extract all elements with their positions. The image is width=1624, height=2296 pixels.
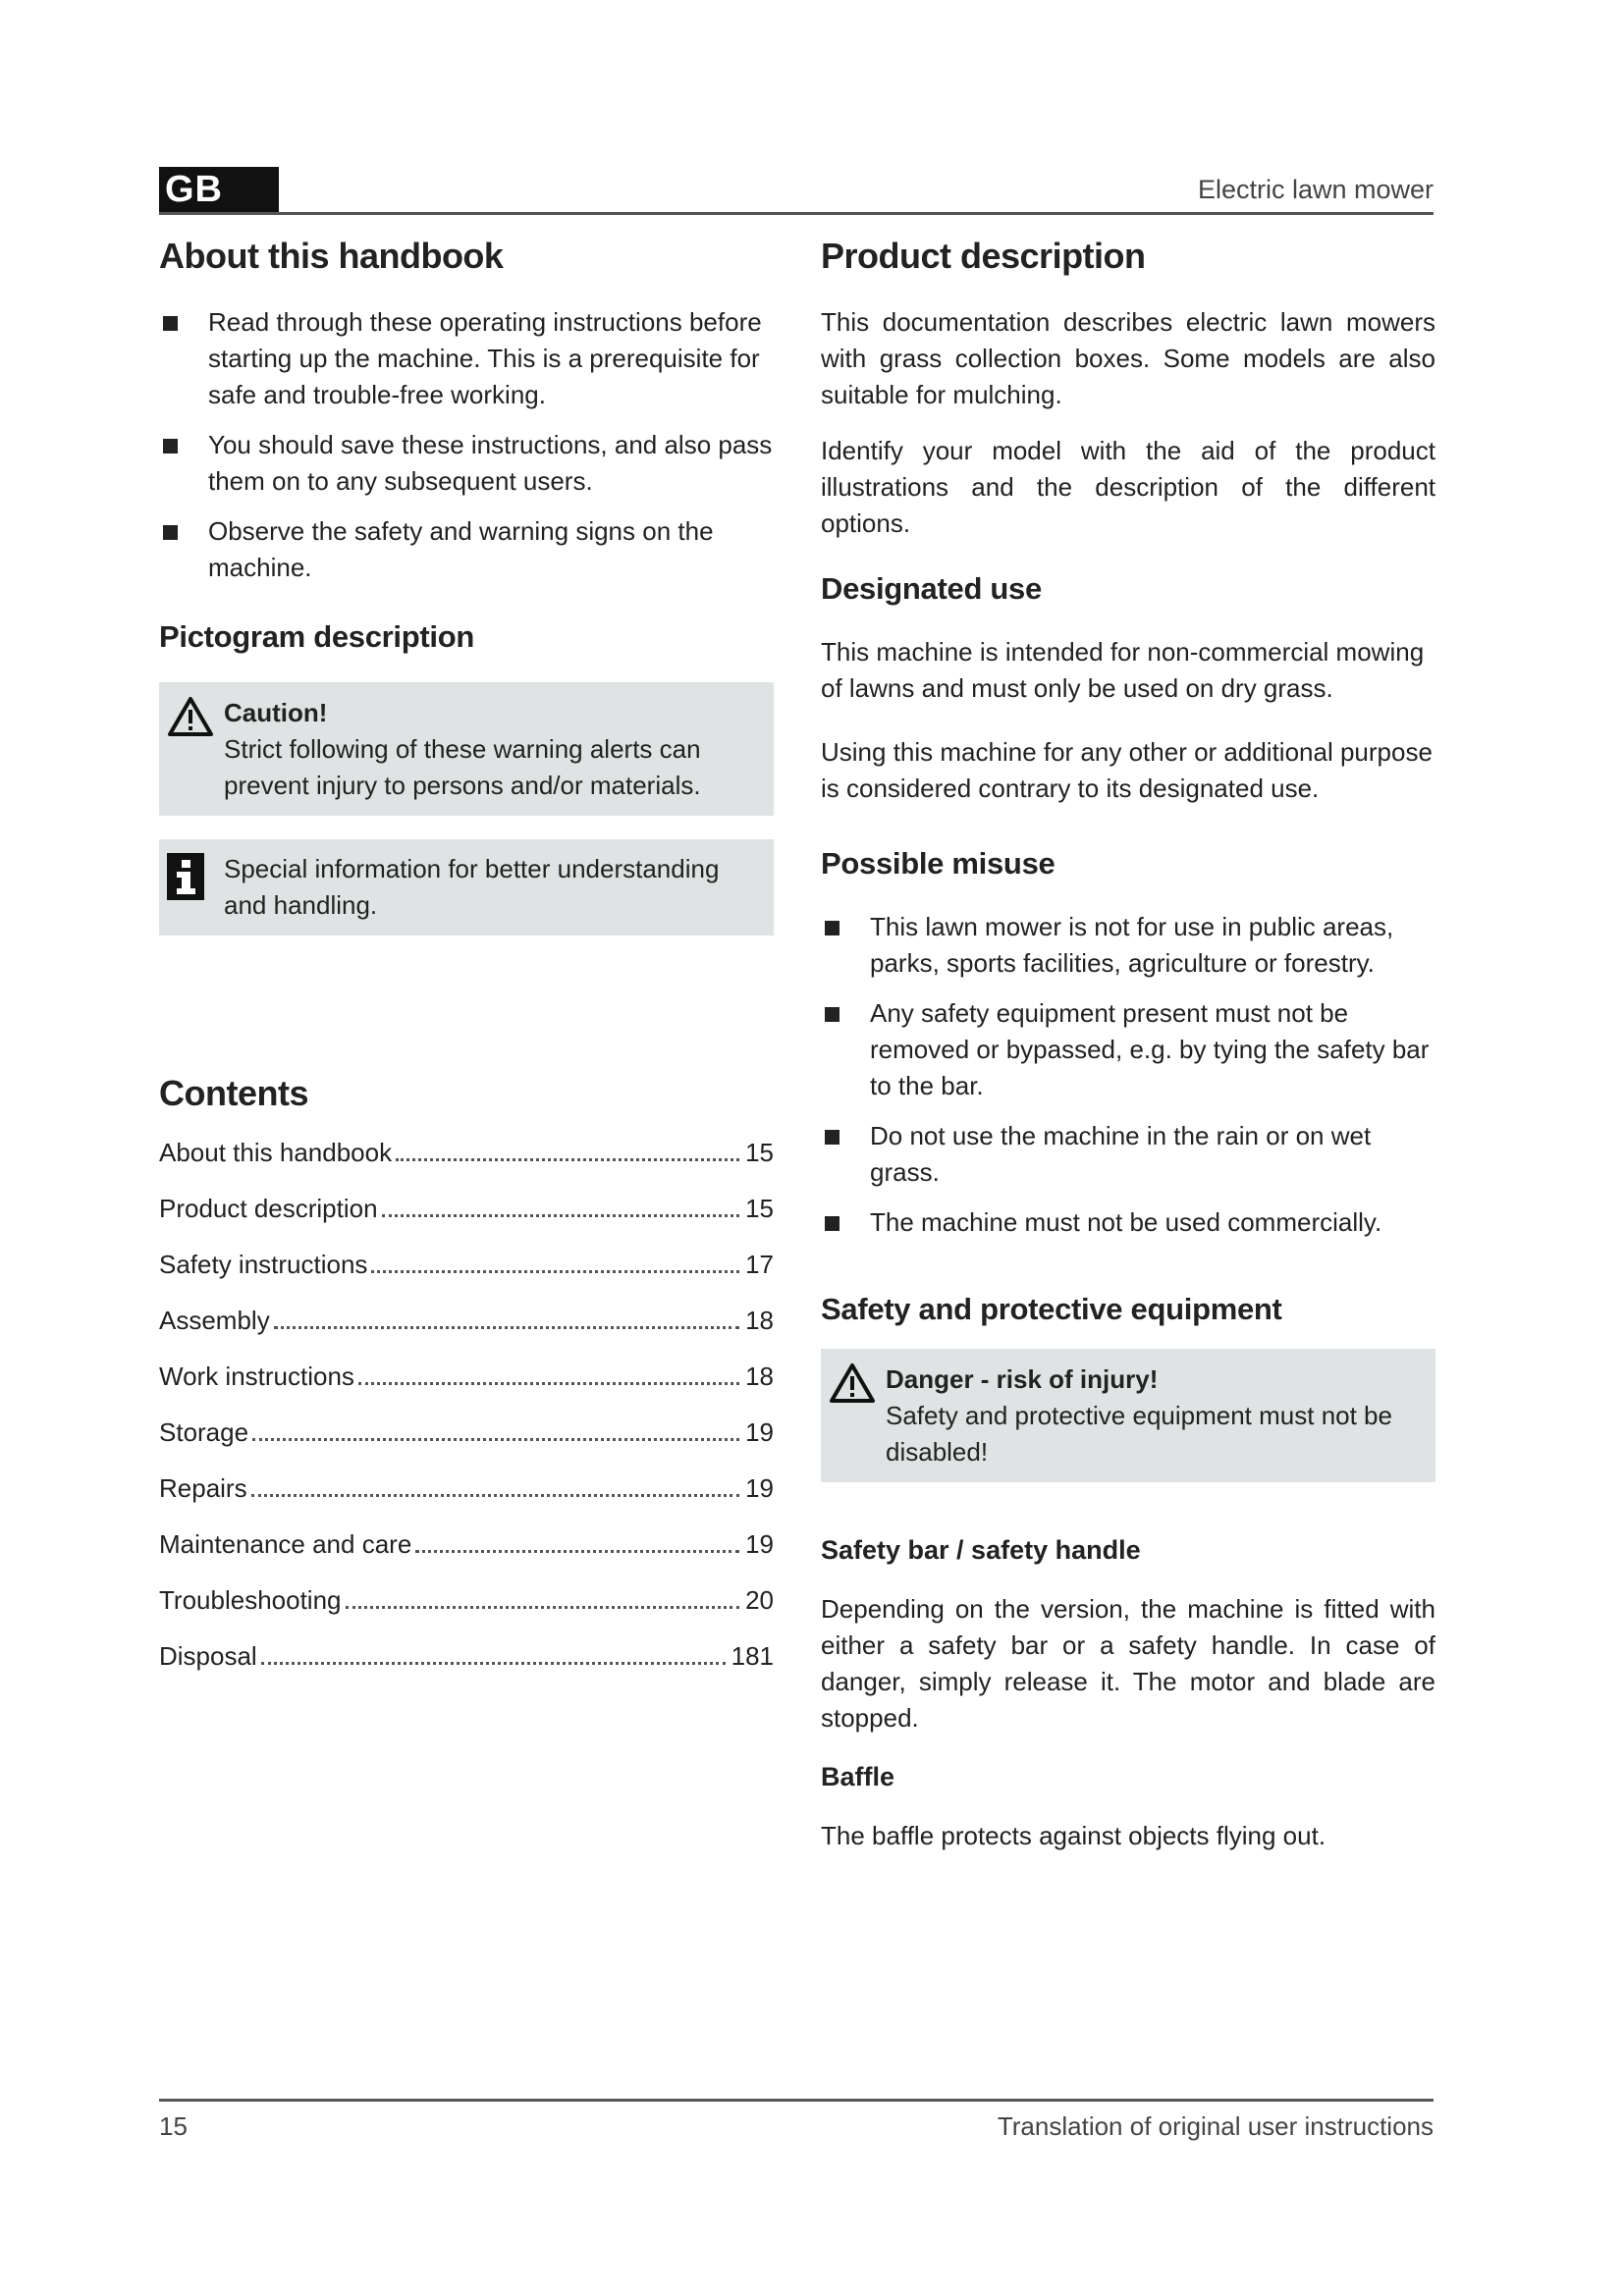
toc-entry[interactable]: About this handbook 15 <box>159 1138 774 1167</box>
designated-use-heading: Designated use <box>821 571 1042 606</box>
toc-entry[interactable]: Work instructions 18 <box>159 1362 774 1391</box>
product-paragraph-2: Identify your model with the aid of the product illustrations and the description of the different options. <box>821 436 1435 538</box>
toc-entry[interactable]: Storage 19 <box>159 1417 774 1447</box>
about-heading: About this handbook <box>159 236 504 276</box>
danger-notice <box>821 1349 1435 1482</box>
bullet-square-icon <box>825 1130 839 1145</box>
designated-use-paragraph-1: This machine is intended for non-commercial mowing of lawns and must only be used on dry grass. <box>821 637 1425 703</box>
caution-title: Caution! <box>224 698 328 727</box>
bullet-square-icon <box>825 1007 839 1022</box>
toc-entry[interactable]: Assembly 18 <box>159 1306 774 1335</box>
bullet-square-icon <box>825 921 839 935</box>
list-item: Any safety equipment present must not be removed or bypassed, e.g. by tying the safety bar to the bar. <box>821 995 1435 1104</box>
baffle-heading: Baffle <box>821 1762 895 1791</box>
danger-text: Safety and protective equipment must not be disabled! <box>886 1401 1392 1467</box>
safety-heading: Safety and protective equipment <box>821 1292 1282 1326</box>
about-bullets <box>159 304 774 586</box>
baffle-paragraph: The baffle protects against objects flying out. <box>821 1821 1326 1850</box>
product-heading: Product description <box>821 236 1146 276</box>
safety-bar-paragraph: Depending on the version, the machine is fitted with either a safety bar or a safety handle. In case of danger, simply release it. The motor and blade are stopped. <box>821 1594 1435 1733</box>
info-notice <box>159 839 774 935</box>
bullet-square-icon <box>825 1216 839 1231</box>
left-column <box>159 236 774 1697</box>
misuse-bullets <box>821 909 1435 1241</box>
list-item: The machine must not be used commercially. <box>821 1204 1435 1241</box>
safety-bar-heading: Safety bar / safety handle <box>821 1535 1141 1565</box>
bullet-square-icon <box>163 525 178 540</box>
list-item: You should save these instructions, and also pass them on to any subsequent users. <box>159 427 774 500</box>
right-column <box>821 236 1435 1874</box>
info-icon <box>167 853 204 905</box>
info-text: Special information for better understanding and handling. <box>224 854 720 920</box>
toc-entry[interactable]: Repairs 19 <box>159 1473 774 1503</box>
pictogram-heading: Pictogram description <box>159 619 474 654</box>
page-number: 15 <box>159 2111 188 2141</box>
header-title: Electric lawn mower <box>1197 175 1434 204</box>
toc-entry[interactable]: Troubleshooting 20 <box>159 1585 774 1615</box>
product-paragraph-1: This documentation describes electric lawn mowers with grass collection boxes. Some models are also suitable for mulching. <box>821 307 1435 409</box>
contents-heading: Contents <box>159 1073 308 1113</box>
caution-text: Strict following of these warning alerts can prevent injury to persons and/or materials. <box>224 734 701 800</box>
warning-triangle-icon <box>167 696 214 742</box>
toc-entry[interactable]: Product description 15 <box>159 1194 774 1223</box>
list-item: Do not use the machine in the rain or on wet grass. <box>821 1118 1435 1191</box>
page-header <box>159 165 1434 215</box>
caution-notice <box>159 682 774 816</box>
misuse-heading: Possible misuse <box>821 846 1056 881</box>
list-item: This lawn mower is not for use in public areas, parks, sports facilities, agriculture or forestry. <box>821 909 1435 982</box>
bullet-square-icon <box>163 316 178 331</box>
bullet-square-icon <box>163 439 178 454</box>
warning-triangle-icon <box>829 1362 876 1409</box>
page-footer <box>159 2099 1434 2141</box>
danger-title: Danger - risk of injury! <box>886 1364 1159 1394</box>
language-badge: GB <box>159 167 279 212</box>
footer-text: Translation of original user instructions <box>997 2111 1434 2141</box>
table-of-contents <box>159 1138 774 1697</box>
toc-entry[interactable]: Disposal 181 <box>159 1641 774 1671</box>
list-item: Read through these operating instructions before starting up the machine. This is a prerequisite for safe and trouble-free working. <box>159 304 774 413</box>
toc-entry[interactable]: Safety instructions 17 <box>159 1250 774 1279</box>
list-item: Observe the safety and warning signs on the machine. <box>159 513 774 586</box>
toc-entry[interactable]: Maintenance and care 19 <box>159 1529 774 1559</box>
designated-use-paragraph-2: Using this machine for any other or additional purpose is considered contrary to its designated use. <box>821 737 1433 803</box>
